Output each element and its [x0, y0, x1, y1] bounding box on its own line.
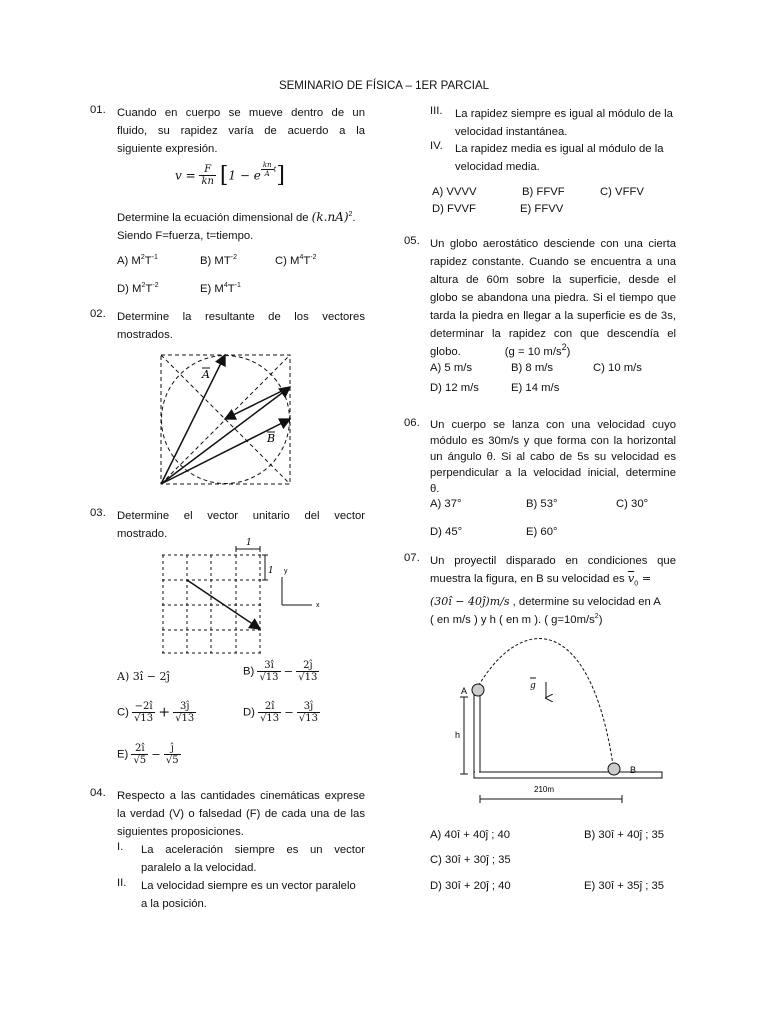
scale-label-horizontal: 1: [246, 538, 252, 548]
subscript: 0: [634, 580, 639, 588]
proposition-text: La velocidad siempre es un vector paralelo: [141, 880, 356, 892]
option-b[interactable]: B) 53°: [526, 498, 558, 510]
fraction-denominator: √13: [259, 672, 279, 683]
question-text: determinar la rapidez con que descendía el: [430, 328, 676, 340]
question-text: un ángulo θ. Si al cabo de 5s su velocidad es: [430, 451, 676, 463]
question-text: Un globo aerostático desciende con una cierta: [430, 238, 676, 250]
question-text: perpendicular a la velocidad inicial, determine: [430, 467, 676, 479]
fraction-numerator: kn: [262, 161, 272, 169]
proposition-text: paralelo a la velocidad.: [141, 862, 257, 874]
fraction-numerator: 2ĵ: [296, 660, 319, 672]
exponent: 2: [594, 613, 599, 621]
question-07: [404, 552, 676, 629]
fraction: [131, 743, 148, 766]
ball-a: [472, 684, 484, 696]
ask-exponent: 2: [348, 211, 353, 218]
option-label: T: [144, 255, 152, 267]
option-c[interactable]: [275, 255, 317, 267]
equals: =: [638, 572, 652, 585]
option-b[interactable]: B) FFVF: [522, 186, 565, 198]
proposition-number: I.: [117, 841, 124, 853]
fraction-denominator: √13: [298, 713, 319, 724]
option-label: D) M: [117, 283, 142, 295]
label-b: B: [630, 765, 637, 775]
operator: −: [151, 748, 161, 761]
fraction-denominator: √5: [165, 755, 179, 766]
proposition-i: [117, 841, 365, 877]
label-g: g: [530, 681, 536, 691]
question-text: ( en m/s ) y h ( en m ). ( g=10m/s: [430, 614, 595, 627]
question-text: altura de 60m sobre la superficie, desde el: [430, 274, 676, 286]
question-text: fluido, su rapidez varía de acuerdo a la: [117, 125, 365, 137]
option-a[interactable]: A) 3î − 2ĵ: [117, 670, 170, 683]
label-a: A: [461, 686, 468, 696]
question-text: tarda la piedra en llegar a la superficie es de 3s,: [430, 310, 676, 322]
fraction-denominator: √13: [134, 713, 154, 724]
ask-text: Siendo F=fuerza, t=tiempo.: [117, 230, 254, 242]
question-text: globo se abandona una piedra. Si el tiempo que: [430, 292, 676, 304]
operator: −: [284, 706, 294, 719]
option-c[interactable]: C) VFFV: [600, 186, 644, 198]
proposition-text: La aceleración siempre es un vector: [141, 844, 365, 856]
option-label: C) M: [275, 255, 300, 267]
fraction-numerator: F: [199, 164, 216, 176]
option-a[interactable]: [117, 255, 158, 267]
proposition-number: III.: [430, 105, 443, 117]
vector-middle-arrow: [225, 387, 290, 419]
question-number: 05.: [404, 235, 420, 247]
question-text: muestra la figura, en B su velocidad es: [430, 573, 625, 585]
exponent: -2: [152, 282, 159, 289]
projectile-diagram-q07: [450, 632, 670, 812]
fraction-numerator: 3ĵ: [297, 701, 320, 713]
question-text: Determine el vector unitario del vector: [117, 510, 365, 522]
wall: [474, 695, 480, 778]
question-02: [90, 308, 365, 344]
question-text: ): [598, 614, 603, 627]
option-d[interactable]: D) 30î + 20ĵ ; 40: [430, 880, 511, 892]
option-label: T: [227, 283, 235, 295]
formula-part: 1 − e: [228, 168, 261, 183]
option-d[interactable]: D) 12 m/s: [430, 382, 479, 394]
option-label: A) M: [117, 255, 141, 267]
option-c[interactable]: [117, 701, 196, 724]
fraction-numerator: 2î: [131, 743, 148, 755]
exp-t: t: [273, 165, 277, 174]
question-number: 01.: [90, 104, 106, 116]
exponent: 2: [141, 282, 146, 289]
option-e[interactable]: [117, 743, 181, 766]
exponent: -2: [310, 254, 317, 261]
bracket-close: ]: [276, 163, 285, 188]
fraction-denominator: √5: [133, 755, 147, 766]
page-title: SEMINARIO DE FÍSICA – 1ER PARCIAL: [278, 80, 490, 92]
proposition-text: La rapidez siempre es igual al módulo de la: [455, 108, 673, 120]
corner-fill: [475, 771, 479, 774]
option-a[interactable]: A) VVVV: [432, 186, 477, 198]
option-d[interactable]: D) 45°: [430, 526, 463, 538]
question-text: Determine la resultante de los vectores: [117, 311, 365, 323]
fraction-numerator: 2î: [258, 701, 281, 713]
scale-label-vertical: 1: [268, 566, 274, 576]
fraction-numerator: 3î: [257, 660, 280, 672]
proposition-number: II.: [117, 877, 127, 889]
option-b[interactable]: [243, 660, 319, 683]
exponent: 2: [140, 254, 145, 261]
question-text: Un proyectil disparado en condiciones que: [430, 555, 676, 567]
option-label: B): [243, 665, 255, 678]
question-01-ask: Determine la ecuación dimensional de $(k.nA)^2$. Siendo F=fuerza, t=tiempo.: [117, 208, 377, 245]
question-number: 07.: [404, 552, 420, 564]
exp-fraction: [261, 161, 274, 178]
option-c[interactable]: C) 30°: [616, 498, 649, 510]
question-06: [404, 417, 676, 497]
exponent: -1: [234, 282, 241, 289]
axis-x-label: x: [316, 602, 320, 609]
question-number: 04.: [90, 787, 106, 799]
grid-vector-q03: [160, 535, 330, 660]
exponent: 2: [561, 342, 567, 352]
question-text: θ.: [430, 483, 440, 495]
fraction-numerator: ĵ: [164, 743, 181, 755]
question-text: rapidez constante. Cuando se encuentra a una: [430, 256, 676, 268]
trajectory: [476, 639, 613, 765]
proposition-text: velocidad instantánea.: [455, 126, 568, 138]
option-e[interactable]: [200, 283, 241, 295]
option-b[interactable]: B) 30î + 40ĵ ; 35: [584, 829, 665, 841]
fraction: [173, 701, 196, 724]
exponent: -1: [151, 254, 158, 261]
proposition-ii: [117, 877, 365, 913]
option-label: C): [117, 706, 129, 719]
vector-diagram-q02: [160, 354, 292, 486]
question-text: (g = 10 m/s: [504, 346, 562, 358]
question-text: Un cuerpo se lanza con una velocidad cuyo: [430, 419, 676, 431]
fraction-numerator: −2î: [132, 701, 155, 713]
option-label: T: [303, 255, 311, 267]
proposition-iii: [430, 105, 678, 141]
question-text: Respecto a las cantidades cinemáticas exprese: [117, 790, 365, 802]
fraction-denominator: kn: [201, 176, 214, 187]
question-05: [404, 235, 676, 361]
option-a[interactable]: A) 40î + 40ĵ ; 40: [430, 829, 511, 841]
question-text: la verdad (V) o falsedad (F) de cada una de las: [117, 808, 365, 820]
question-number: 02.: [90, 308, 106, 320]
option-c[interactable]: C) 30î + 30ĵ ; 35: [430, 854, 511, 866]
question-text: Cuando en cuerpo se mueve dentro de un: [117, 107, 365, 119]
exponent: 4: [223, 282, 228, 289]
exponent: 4: [299, 254, 304, 261]
label-210m: 210m: [534, 785, 555, 794]
fraction-denominator: A: [264, 170, 270, 178]
option-label: E): [117, 748, 129, 761]
proposition-number: IV.: [430, 140, 443, 152]
option-a[interactable]: A) 5 m/s: [430, 362, 473, 374]
formula-fraction: [199, 164, 216, 187]
question-text: siguiente expresión.: [117, 143, 218, 155]
option-b[interactable]: [200, 255, 237, 267]
proposition-text: La rapidez media es igual al módulo de la: [455, 143, 664, 155]
unit-vector-arrow: [187, 580, 260, 629]
fraction-denominator: √13: [298, 672, 318, 683]
option-label: T: [145, 283, 153, 295]
operator: +: [158, 704, 171, 721]
operator: −: [283, 665, 294, 678]
option-d[interactable]: [243, 701, 320, 724]
option-c[interactable]: C) 10 m/s: [593, 362, 642, 374]
option-e[interactable]: E) FFVV: [520, 203, 564, 215]
proposition-text: a la posición.: [141, 898, 207, 910]
formula-part: v =: [175, 168, 196, 183]
question-text: mostrados.: [117, 329, 173, 341]
option-e[interactable]: E) 30î + 35ĵ ; 35: [584, 880, 665, 892]
question-text: mostrado.: [117, 528, 168, 540]
formula-velocity: [175, 163, 285, 188]
fraction-numerator: 3ĵ: [173, 701, 196, 713]
option-label: D): [243, 706, 255, 719]
exponent: -2: [230, 254, 237, 261]
vector-b-arrow: [161, 419, 290, 484]
option-label: B) MT: [200, 255, 231, 267]
question-text: módulo es 30m/s y que forma con la horizontal: [430, 435, 676, 447]
option-a[interactable]: A) 37°: [430, 498, 462, 510]
option-e[interactable]: E) 60°: [526, 526, 558, 538]
question-text: ): [566, 346, 571, 358]
label-h: h: [455, 730, 461, 740]
question-text: , determine su velocidad en A: [512, 596, 661, 609]
fraction: [257, 660, 280, 683]
label-a: A: [202, 368, 210, 381]
question-number: 06.: [404, 417, 420, 429]
proposition-text: velocidad media.: [455, 161, 540, 173]
label-b: B: [267, 432, 276, 445]
fraction: [258, 701, 281, 724]
fraction-denominator: √13: [260, 713, 280, 724]
vector-a-arrow: [161, 355, 225, 484]
ball-b: [608, 763, 620, 775]
option-d[interactable]: D) FVVF: [432, 203, 476, 215]
proposition-iv: [430, 140, 678, 176]
fraction: [296, 660, 319, 683]
velocity-symbol: $\overline{v}$: [627, 572, 635, 585]
question-text: globo.: [430, 346, 461, 358]
question-04: [90, 787, 365, 841]
exponent: [261, 161, 277, 178]
velocity-expression: (30î − 40ĵ)m/s: [430, 595, 510, 609]
fraction: [164, 743, 181, 766]
ask-text: Determine la ecuación dimensional de: [117, 212, 309, 224]
ask-expression: (k.nA): [311, 210, 349, 224]
option-d[interactable]: [117, 283, 159, 295]
axis-y-label: y: [284, 568, 288, 575]
dashed-grid: [162, 555, 262, 653]
option-e[interactable]: E) 14 m/s: [511, 382, 560, 394]
fraction: [297, 701, 320, 724]
fraction: [132, 701, 155, 724]
question-text: siguientes proposiciones.: [117, 826, 244, 838]
option-label: E) M: [200, 283, 224, 295]
fraction-denominator: √13: [175, 713, 195, 724]
question-01: [90, 104, 365, 158]
question-number: 03.: [90, 507, 106, 519]
option-b[interactable]: B) 8 m/s: [511, 362, 554, 374]
bracket-open: [: [219, 163, 229, 188]
